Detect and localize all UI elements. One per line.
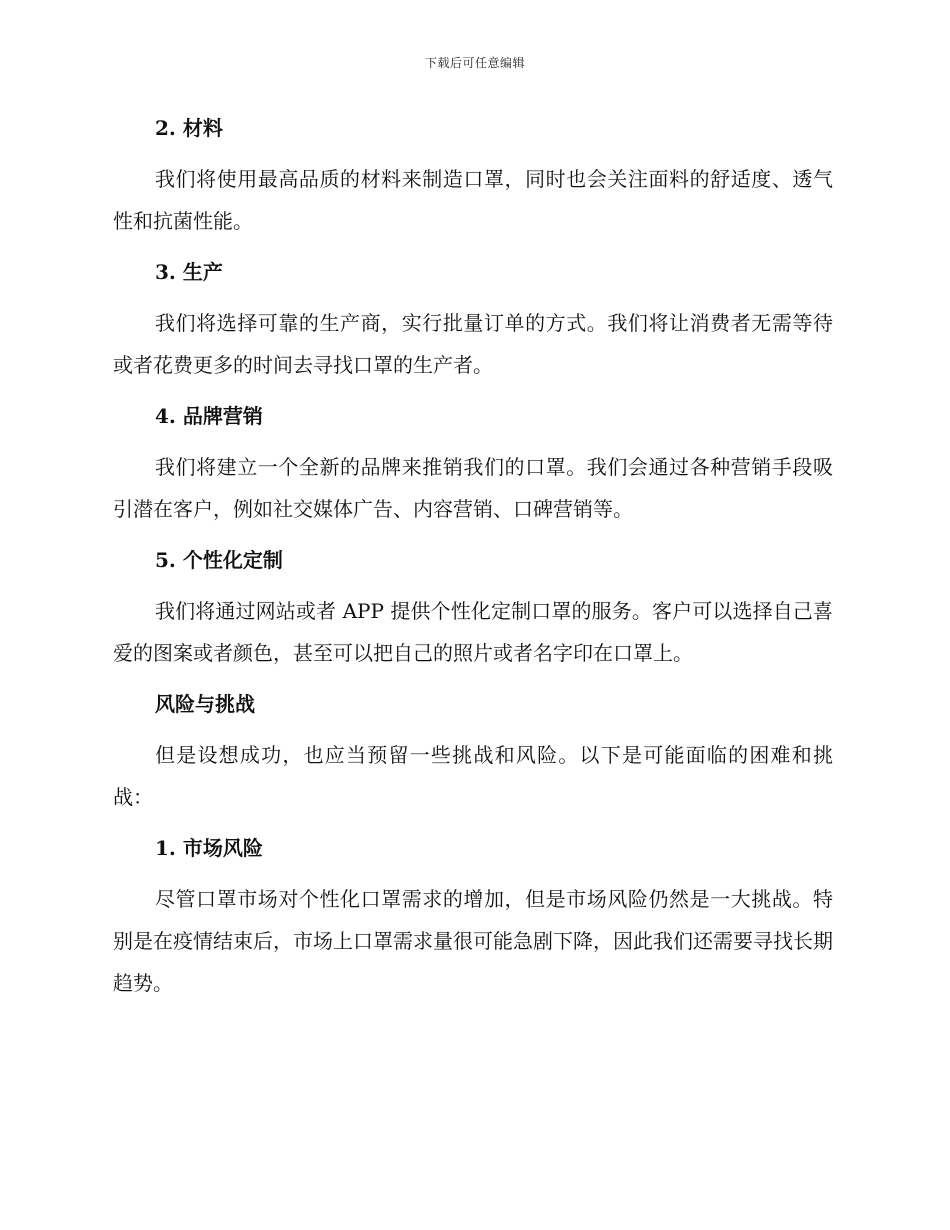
- section-heading-materials: 2. 材料: [155, 116, 223, 140]
- page-header: 下载后可任意编辑: [424, 56, 525, 70]
- section-paragraph-brand-marketing: 我们将建立一个全新的品牌来推销我们的口罩。我们会通过各种营销手段吸引潜在客户，例如社交媒体广告、内容营销、口碑营销等。: [113, 455, 833, 521]
- section-heading-risks-challenges: 风险与挑战: [155, 692, 255, 716]
- section-heading-customization: 5. 个性化定制: [155, 548, 283, 572]
- section-heading-brand-marketing: 4. 品牌营销: [155, 404, 263, 428]
- document-body: [113, 108, 833, 1014]
- section-paragraph-customization: 我们将通过网站或者 APP 提供个性化定制口罩的服务。客户可以选择自己喜爱的图案或者颜色，甚至可以把自己的照片或者名字印在口罩上。: [113, 599, 833, 665]
- section-heading-market-risk: 1. 市场风险: [155, 836, 263, 860]
- section-paragraph-market-risk: 尽管口罩市场对个性化口罩需求的增加，但是市场风险仍然是一大挑战。特别是在疫情结束后，市场上口罩需求量很可能急剧下降，因此我们还需要寻找长期趋势。: [113, 887, 833, 995]
- section-paragraph-risks-challenges: 但是设想成功，也应当预留一些挑战和风险。以下是可能面临的困难和挑战：: [113, 743, 833, 809]
- section-heading-production: 3. 生产: [155, 260, 223, 284]
- section-paragraph-materials: 我们将使用最高品质的材料来制造口罩，同时也会关注面料的舒适度、透气性和抗菌性能。: [113, 167, 833, 233]
- section-paragraph-production: 我们将选择可靠的生产商，实行批量订单的方式。我们将让消费者无需等待或者花费更多的时间去寻找口罩的生产者。: [113, 311, 833, 377]
